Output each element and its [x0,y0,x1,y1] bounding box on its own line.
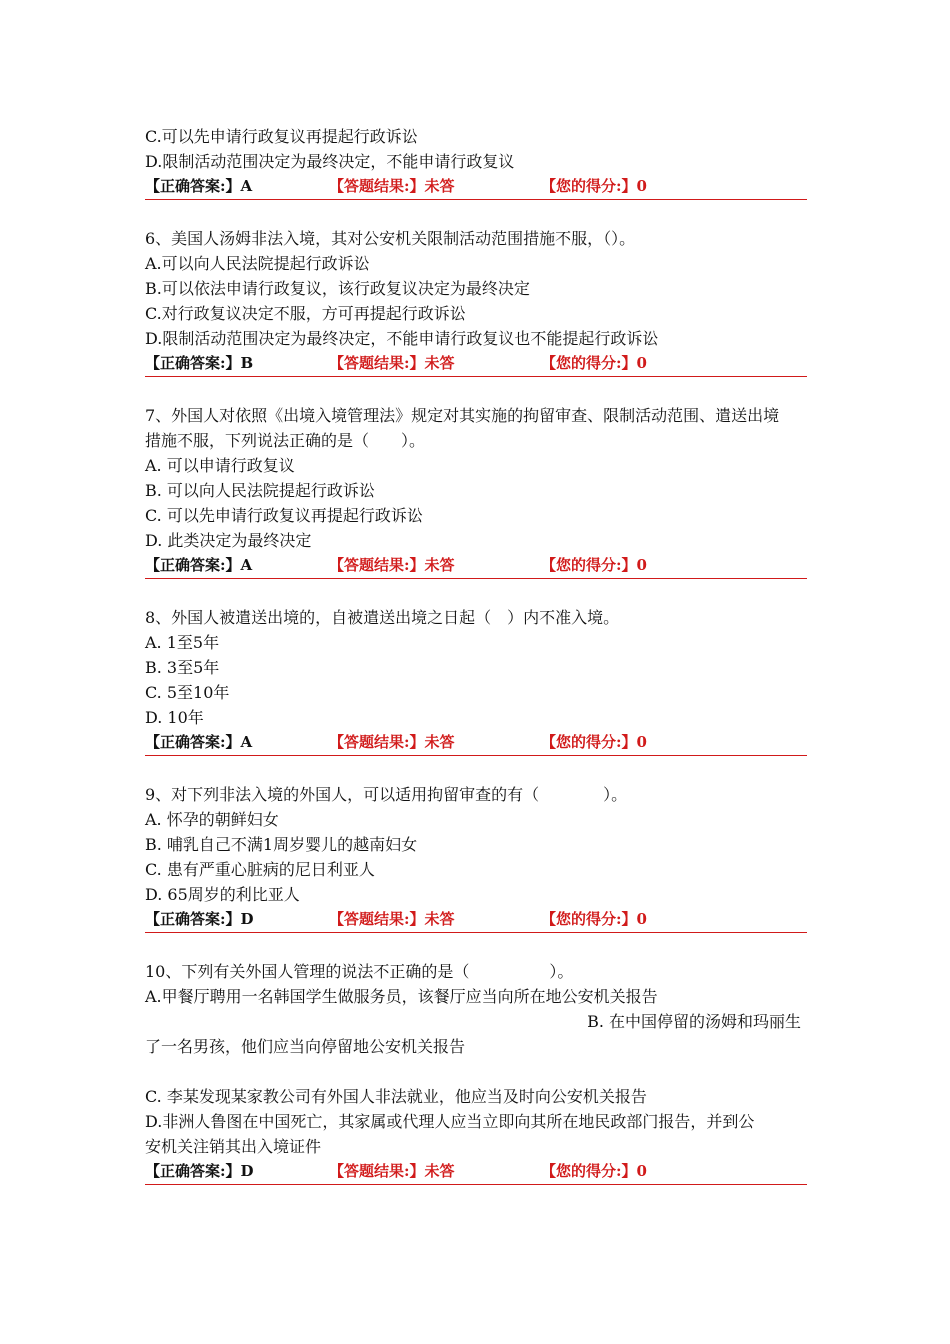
q9-option-a: A. 怀孕的朝鲜妇女 [145,810,279,829]
q10-result: 未答 [424,1162,455,1180]
correct-answer-label: 【正确答案:】D [145,1162,254,1180]
q9-stem: 9、对下列非法入境的外国人，可以适用拘留审查的有（ ）。 [145,785,628,804]
q8-correct-answer: A [240,733,253,751]
q8-option-b: B. 3至5年 [145,658,220,677]
q7-option-c: C. 可以先申请行政复议再提起行政诉讼 [145,506,423,525]
result-label: 【答题结果:】未答 [329,1162,455,1180]
q9-score: 0 [636,910,647,928]
q9-option-d: D. 65周岁的利比亚人 [145,885,300,904]
result-label: 【答题结果:】未答 [329,556,455,574]
q7-option-a: A. 可以申请行政复议 [145,456,295,475]
score-label: 【您的得分:】0 [541,177,647,195]
q10-stem: 10、下列有关外国人管理的说法不正确的是（ ）。 [145,962,574,981]
score-label: 【您的得分:】0 [541,1162,647,1180]
q5-correct-answer: A [240,177,253,195]
correct-answer-label: 【正确答案:】A [145,177,253,195]
q5-option-d: D.限制活动范围决定为最终决定，不能申请行政复议 [145,152,515,171]
result-label: 【答题结果:】未答 [329,177,455,195]
q6-option-d: D.限制活动范围决定为最终决定，不能申请行政复议也不能提起行政诉讼 [145,329,659,348]
q10-correct-answer: D [240,1162,254,1180]
q7-stem-line1: 7、外国人对依照《出境入境管理法》规定对其实施的拘留审查、限制活动范围、遣送出境 [145,406,780,425]
q6-option-b: B.可以依法申请行政复议，该行政复议决定为最终决定 [145,279,530,298]
q8-stem: 8、外国人被遣送出境的，自被遣送出境之日起（ ）内不准入境。 [145,608,620,627]
q7-result: 未答 [424,556,455,574]
question-list [145,124,807,1185]
q8-option-a: A. 1至5年 [145,633,220,652]
correct-answer-label: 【正确答案:】A [145,556,253,574]
score-label: 【您的得分:】0 [541,910,647,928]
q8-option-d: D. 10年 [145,708,204,727]
q10-blank-line [145,1059,807,1084]
q6-correct-answer: B [240,354,254,372]
result-label: 【答题结果:】未答 [329,733,455,751]
q10-option-a: A.甲餐厅聘用一名韩国学生做服务员，该餐厅应当向所在地公安机关报告 [145,987,658,1006]
q8-answer-row [145,730,807,756]
q7-correct-answer: A [240,556,253,574]
q10-option-d-line2: 安机关注销其出入境证件 [145,1137,322,1156]
q6-answer-row [145,351,807,377]
q6-stem: 6、美国人汤姆非法入境，其对公安机关限制活动范围措施不服，（）。 [145,229,636,248]
q8-score: 0 [636,733,647,751]
q5-answer-row [145,174,807,200]
q9-correct-answer: D [240,910,254,928]
q9-option-b: B. 哺乳自己不满1周岁婴儿的越南妇女 [145,835,418,854]
q8-result: 未答 [424,733,455,751]
q9-result: 未答 [424,910,455,928]
q5-score: 0 [636,177,647,195]
correct-answer-label: 【正确答案:】D [145,910,254,928]
correct-answer-label: 【正确答案:】A [145,733,253,751]
q7-stem-line2: 措施不服，下列说法正确的是（ ）。 [145,431,426,450]
score-label: 【您的得分:】0 [541,556,647,574]
q10-score: 0 [636,1162,647,1180]
q6-result: 未答 [424,354,455,372]
result-label: 【答题结果:】未答 [329,354,455,372]
q5-option-c: C.可以先申请行政复议再提起行政诉讼 [145,127,418,146]
q5-result: 未答 [424,177,455,195]
result-label: 【答题结果:】未答 [329,910,455,928]
score-label: 【您的得分:】0 [541,354,647,372]
q10-option-b-line2: 了一名男孩，他们应当向停留地公安机关报告 [145,1037,466,1056]
q10-option-d-line1: D.非洲人鲁图在中国死亡，其家属或代理人应当立即向其所在地民政部门报告，并到公 [145,1112,755,1131]
q10-option-c: C. 李某发现某家教公司有外国人非法就业，他应当及时向公安机关报告 [145,1087,647,1106]
q10-answer-row [145,1159,807,1185]
q9-option-c: C. 患有严重心脏病的尼日利亚人 [145,860,375,879]
q8-option-c: C. 5至10年 [145,683,230,702]
q10-option-b-line1: B. 在中国停留的汤姆和玛丽生 [587,1012,801,1031]
q7-option-d: D. 此类决定为最终决定 [145,531,312,550]
q7-answer-row [145,553,807,579]
score-label: 【您的得分:】0 [541,733,647,751]
q7-score: 0 [636,556,647,574]
correct-answer-label: 【正确答案:】B [145,354,254,372]
q7-option-b: B. 可以向人民法院提起行政诉讼 [145,481,375,500]
q6-score: 0 [636,354,647,372]
q6-option-c: C.对行政复议决定不服，方可再提起行政诉讼 [145,304,466,323]
q9-answer-row [145,907,807,933]
q6-option-a: A.可以向人民法院提起行政诉讼 [145,254,370,273]
